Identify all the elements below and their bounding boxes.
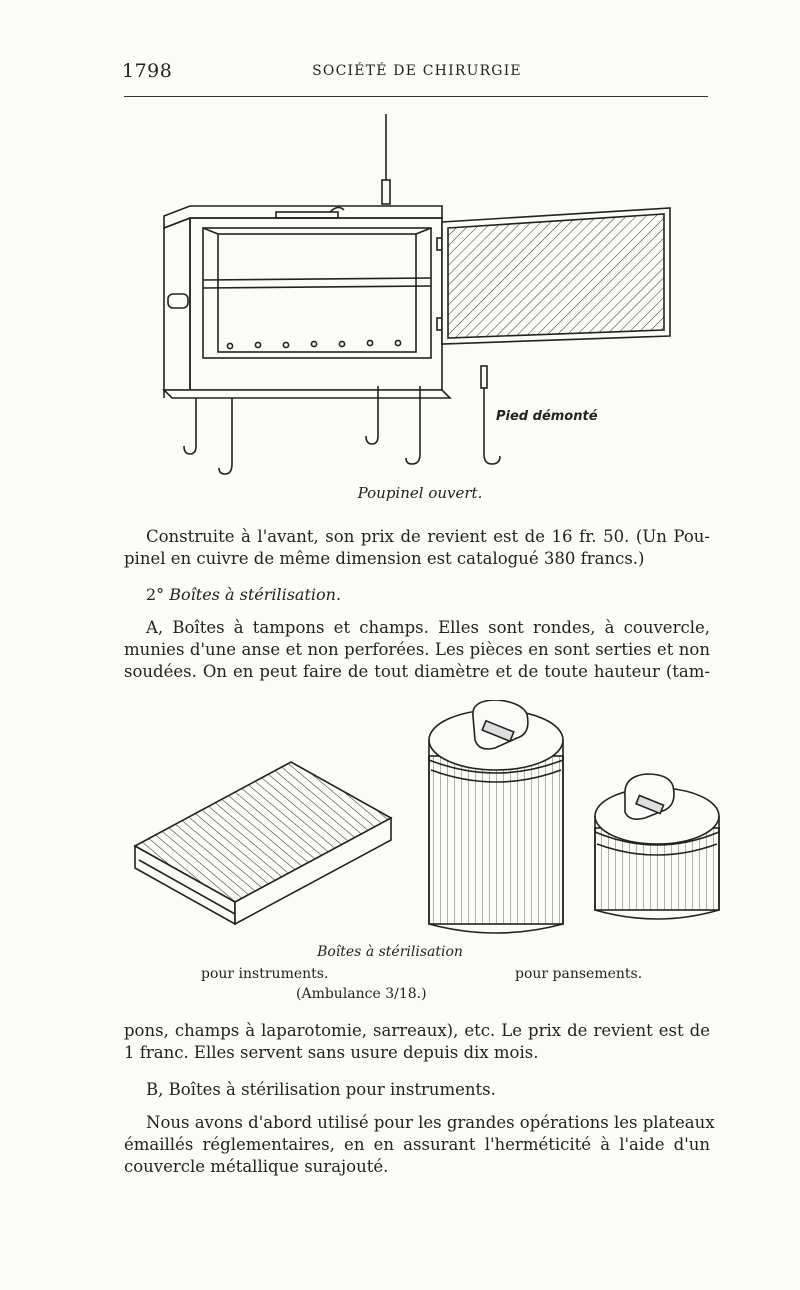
- text-line: couvercle métallique surajouté.: [124, 1157, 389, 1176]
- page-number: 1798: [122, 60, 173, 82]
- paragraph-price: [124, 526, 710, 570]
- paragraph-instrument-boxes: [124, 1079, 710, 1101]
- figure1-caption: Poupinel ouvert.: [357, 484, 483, 502]
- paragraph-boxes: [124, 617, 710, 683]
- text-line: soudées. On en peut faire de tout diamètre et de toute hauteur (tam-: [124, 662, 710, 681]
- text-line: 1 franc. Elles servent sans usure depuis dix mois.: [124, 1043, 539, 1062]
- poupinel-illustration: [150, 108, 690, 480]
- figure2-caption-left: pour instruments.: [201, 966, 329, 982]
- text-line: munies d'une anse et non perforées. Les pièces en sont serties et non: [124, 640, 710, 659]
- detached-leg-label: Pied démonté: [496, 409, 598, 424]
- section-number: 2°: [146, 585, 165, 604]
- paragraph-enamel-trays: [124, 1112, 715, 1178]
- figure2-caption-right: pour pansements.: [515, 966, 643, 982]
- text-line: émaillés réglementaires, en en assurant l'herméticité à l'aide d'un: [124, 1135, 710, 1154]
- sterilization-boxes-illustration: [125, 700, 735, 950]
- header-rule: [124, 96, 708, 97]
- figure2-caption-source: (Ambulance 3/18.): [296, 986, 427, 1002]
- text-line: A, Boîtes à tampons et champs. Elles sont rondes, à couvercle,: [146, 618, 710, 637]
- text-line: Construite à l'avant, son prix de revient est de 16 fr. 50. (Un Pou-: [146, 527, 710, 546]
- running-title: SOCIÉTÉ DE CHIRURGIE: [312, 63, 522, 79]
- text-line: B, Boîtes à stérilisation pour instruments.: [146, 1080, 496, 1099]
- figure2-caption-title: Boîtes à stérilisation: [317, 944, 463, 960]
- text-line: Nous avons d'abord utilisé pour les grandes opérations les plateaux: [146, 1113, 715, 1132]
- text-line: pons, champs à laparotomie, sarreaux), etc. Le prix de revient est de: [124, 1021, 710, 1040]
- paragraph-cost: [124, 1020, 710, 1064]
- text-line: pinel en cuivre de même dimension est catalogué 380 francs.): [124, 549, 645, 568]
- section-title: Boîtes à stérilisation.: [169, 585, 342, 604]
- section-heading: [146, 585, 341, 604]
